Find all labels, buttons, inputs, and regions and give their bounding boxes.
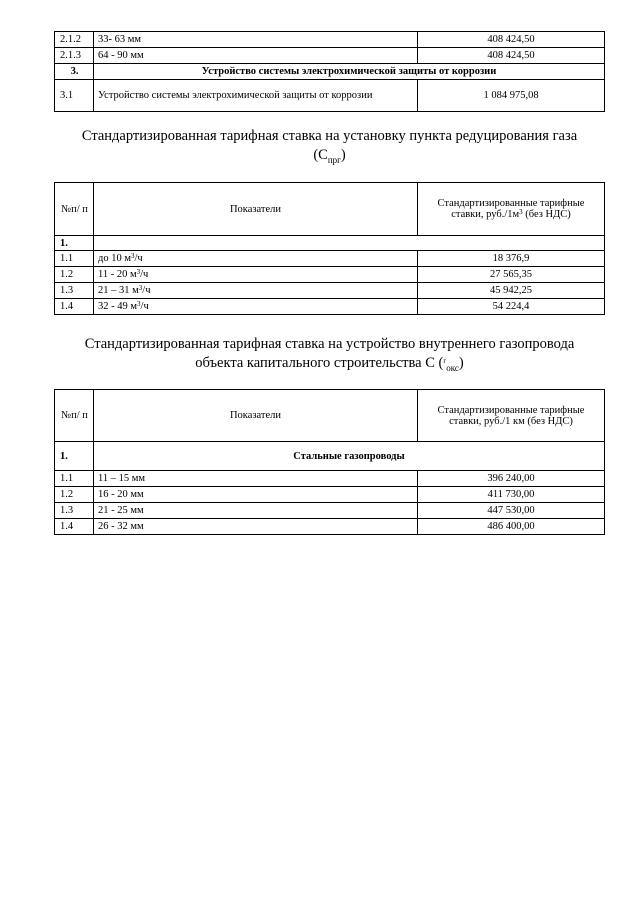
heading-line xyxy=(54,146,605,170)
row-name xyxy=(94,299,418,315)
row-number: 1.3 xyxy=(55,503,94,519)
table-row xyxy=(55,283,605,299)
row-value: 18 376,9 xyxy=(418,251,605,267)
row-number: 1.1 xyxy=(55,471,94,487)
row-name: 16 - 20 мм xyxy=(94,487,418,503)
heading-text: объекта капитального строительства C ( xyxy=(195,355,444,371)
row-value: 396 240,00 xyxy=(418,471,605,487)
table-row xyxy=(55,48,605,64)
row-number: 1.3 xyxy=(55,283,94,299)
row-value: 408 424,50 xyxy=(418,32,605,48)
heading-close: ) xyxy=(340,147,346,163)
section-title xyxy=(94,236,605,251)
row-name-text: 32 - 49 м xyxy=(98,301,138,312)
row-name xyxy=(94,283,418,299)
row-name: 11 – 15 мм xyxy=(94,471,418,487)
row-name-sup: 3 xyxy=(136,268,141,276)
row-number: 1.4 xyxy=(55,299,94,315)
table-row xyxy=(55,487,605,503)
column-header-rate: Стандартизированные тарифные ставки, руб./1 км (без НДС) xyxy=(418,390,605,442)
section-row xyxy=(55,236,605,251)
rate-header-sup: 3 xyxy=(519,208,523,216)
section-number: 1. xyxy=(55,442,94,471)
table-oks xyxy=(54,389,605,535)
row-name: 26 - 32 мм xyxy=(94,519,418,535)
table-row xyxy=(55,267,605,283)
row-name-sup: 3 xyxy=(138,284,143,292)
section-row xyxy=(55,64,605,80)
section-heading-prg xyxy=(54,127,605,170)
row-name: 33- 63 мм xyxy=(94,32,418,48)
heading-close: ) xyxy=(458,355,464,371)
section-number: 3. xyxy=(55,64,94,80)
row-number: 1.4 xyxy=(55,519,94,535)
table-row xyxy=(55,80,605,112)
table-row xyxy=(55,519,605,535)
row-value: 27 565,35 xyxy=(418,267,605,283)
table-row xyxy=(55,503,605,519)
table-row xyxy=(55,299,605,315)
table-prg xyxy=(54,182,605,315)
section-number: 1. xyxy=(55,236,94,251)
row-value: 1 084 975,08 xyxy=(418,80,605,112)
row-name-unit: /ч xyxy=(134,253,143,264)
row-name-text: 11 - 20 м xyxy=(98,269,137,280)
column-header-number: №п/ п xyxy=(55,390,94,442)
row-name xyxy=(94,267,418,283)
row-name-unit: /ч xyxy=(140,269,149,280)
rate-header-text: Стандартизированные тарифные ставки, руб./1м xyxy=(437,198,585,220)
row-name: Устройство системы электрохимической защиты от коррозии xyxy=(94,80,418,112)
row-number: 3.1 xyxy=(55,80,94,112)
heading-subscript: окс xyxy=(446,362,459,373)
row-name: 64 - 90 мм xyxy=(94,48,418,64)
section-heading-oks xyxy=(54,335,605,378)
row-name-text: до 10 м xyxy=(98,253,131,264)
row-number: 1.2 xyxy=(55,267,94,283)
table-continuation xyxy=(54,31,605,112)
rate-header-text-end: (без НДС) xyxy=(522,209,571,220)
row-value: 486 400,00 xyxy=(418,519,605,535)
heading-symbol: (C xyxy=(313,147,328,163)
heading-line: Стандартизированная тарифная ставка на установку пункта редуцирования газа xyxy=(81,128,578,144)
table-header-row xyxy=(55,390,605,442)
row-number: 1.2 xyxy=(55,487,94,503)
column-header-number: №п/ п xyxy=(55,183,94,236)
section-row xyxy=(55,442,605,471)
row-name xyxy=(94,251,418,267)
column-header-name: Показатели xyxy=(94,183,418,236)
row-value: 54 224,4 xyxy=(418,299,605,315)
heading-subscript: прг xyxy=(327,154,341,165)
column-header-rate xyxy=(418,183,605,236)
row-name: 21 - 25 мм xyxy=(94,503,418,519)
section-title: Стальные газопроводы xyxy=(94,442,605,471)
row-name-sup: 3 xyxy=(131,252,135,260)
heading-line: Стандартизированная тарифная ставка на устройство внутреннего газопровода xyxy=(84,336,575,352)
row-name-text: 21 – 31 м xyxy=(98,285,139,296)
row-name-sup: 3 xyxy=(137,300,141,308)
row-value: 447 530,00 xyxy=(418,503,605,519)
row-number: 2.1.3 xyxy=(55,48,94,64)
heading-line xyxy=(54,354,605,378)
row-number: 2.1.2 xyxy=(55,32,94,48)
heading-superscript: г xyxy=(443,357,447,365)
table-row xyxy=(55,251,605,267)
row-name-unit: /ч xyxy=(142,285,151,296)
row-value: 45 942,25 xyxy=(418,283,605,299)
table-row xyxy=(55,471,605,487)
row-name-unit: /ч xyxy=(140,301,149,312)
column-header-name: Показатели xyxy=(94,390,418,442)
table-header-row xyxy=(55,183,605,236)
row-value: 408 424,50 xyxy=(418,48,605,64)
row-value: 411 730,00 xyxy=(418,487,605,503)
table-row xyxy=(55,32,605,48)
row-number: 1.1 xyxy=(55,251,94,267)
section-title: Устройство системы электрохимической защиты от коррозии xyxy=(94,64,605,80)
